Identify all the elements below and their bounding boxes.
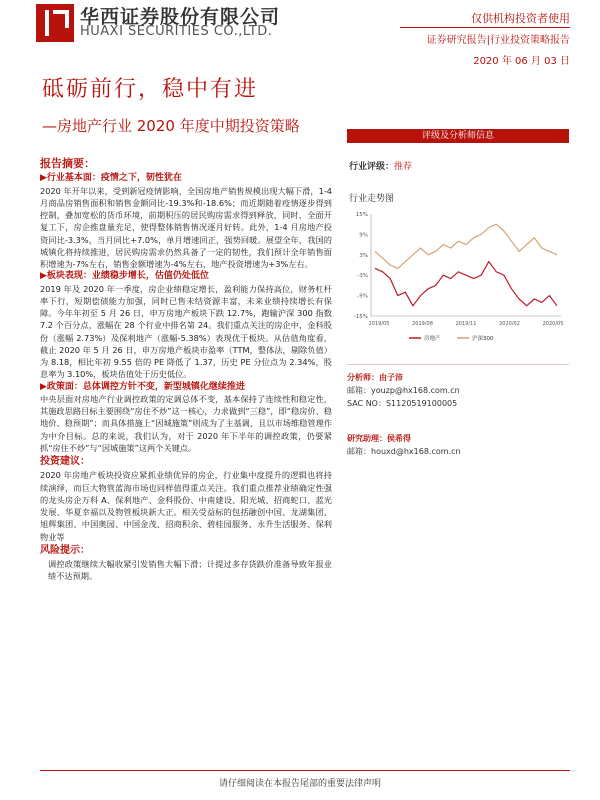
abstract-column bbox=[40, 158, 332, 583]
x-tick-label: 2019/05 bbox=[368, 321, 390, 327]
rating-value: 推荐 bbox=[394, 162, 413, 172]
investment-text: 2020 年房地产板块投资应紧抓业绩优异的房企，行业集中度提升的逻辑也将持续演绎，而巨大物管蓝海市场也同样值得重点关注。我们重点推荐业绩确定性强的龙头房企万科 A、保利地产、金科股份、中南建设、阳光城、招商蛇口、蓝光发展、华夏幸福以及物管板块新大正。相关受益标的包括融创中国、龙湖集团、旭辉集团、中国奥园、中国金茂、招商积余、碧桂园服务、永升生活服务、保利物业等 bbox=[40, 470, 332, 542]
analyst-1 bbox=[347, 371, 569, 384]
series-line bbox=[375, 262, 557, 306]
x-tick-label: 2020/02 bbox=[499, 321, 520, 327]
panel-title: 评级及分析师信息 bbox=[347, 129, 569, 143]
y-tick-label: -15% bbox=[353, 314, 368, 320]
report-subtitle: —房地产行业 2020 年度中期投资策略 bbox=[42, 117, 300, 135]
report-title: 砥砺前行，稳中有进 bbox=[42, 77, 259, 102]
trend-chart-svg bbox=[347, 210, 569, 350]
header-divider bbox=[400, 27, 570, 28]
legal-notice-footer: 请仔细阅读在本报告尾部的重要法律声明 bbox=[218, 779, 381, 789]
risk-heading: 风险提示： bbox=[40, 544, 90, 556]
info-sidebar bbox=[347, 129, 569, 458]
analyst-name: 由子沛 bbox=[379, 373, 403, 382]
y-tick-label: 9% bbox=[359, 232, 368, 239]
trend-chart bbox=[347, 210, 569, 354]
legend-label: 房地产 bbox=[424, 336, 441, 342]
company-name-cn: 华西证券股份有限公司 bbox=[80, 6, 281, 28]
analyst-email[interactable]: 邮箱：youzp@hx168.com.cn bbox=[347, 386, 460, 395]
investment-heading: 投资建议： bbox=[40, 456, 90, 467]
report-type: 证券研究报告|行业投资策略报告 bbox=[426, 35, 570, 46]
assistant-email[interactable]: 邮箱：houxd@hx168.com.cn bbox=[347, 447, 461, 456]
section-text-performance: 2019 年及 2020 年一季度，房企业绩稳定增长，盈利能力保持高位，财务杠杆率下行，短期偿债能力加强，同时已售未结资源丰富，未来业绩持续增长有保障。今年年初至 5 月 26 日，申万房地产板块下跌 12.7%，跑输沪深 300 指数 7.2 个百分点，涨幅在 28 个行业中排名第 24。我们重点关注的房企中，金科股份（涨幅 2.73%）及保利地产（涨幅-5.38%）表现优于板块。从估值角度看，截止 2020 年 5 月 26 日，申万房地产板块市盈率（TTM，整体法，剔除负值）为 8.18，相比年初 9.55 倍的 PE 降低了 1.37，历史 PE 分位点为 2.34%，股息率为 3.10%，板块估值处于历史低位。 bbox=[40, 283, 332, 380]
industry-rating bbox=[347, 159, 569, 172]
legend-label: 沪深300 bbox=[472, 336, 494, 342]
risk-text: 调控政策继续大幅收紧引发销售大幅下滑；计提过多存货跌价准备导致年报业绩不达预期。 bbox=[48, 559, 332, 582]
section-heading-performance: ▶板块表现：业绩稳步增长，估值仍处低位 bbox=[40, 271, 209, 282]
y-tick-label: 15% bbox=[355, 212, 368, 218]
abstract-label: 报告摘要： bbox=[40, 157, 95, 170]
x-tick-label: 2019/11 bbox=[455, 321, 477, 327]
section-heading-policy: ▶政策面：总体调控方针不变，新型城镇化继续推进 bbox=[40, 381, 245, 392]
assistant-1 bbox=[347, 432, 569, 445]
analyst-info bbox=[347, 364, 569, 458]
y-tick-label: 3% bbox=[359, 252, 368, 259]
assistant-name: 侯希得 bbox=[387, 434, 411, 443]
section-text-fundamentals: 2020 年开年以来，受到新冠疫情影响，全国房地产销售规模出现大幅下滑，1-4 月商品房销售面积和销售金额同比-19.3%和-18.6%；而近期随着疫情逐步得到控制，叠加宽松的货币环境，前期积压的居民购房需求得到释放，同时，全面开复工下，房企推盘量充足，使得整体销售情况逐月好转。此外，1-4 月房地产投资同比-3.3%，当月同比+7.0%，单月增速回正，强势回暖。展望全年，我国的城镇化将持续推进，居民购房需求仍然具备了一定的韧性，我们预计全年销售面积增速为-7%左右，销售金额增速为-4%左右，地产投资增速为+3%左右。 bbox=[40, 185, 332, 269]
section-heading-fundamentals: ▶行业基本面：疫情之下，韧性犹在 bbox=[40, 173, 182, 184]
y-tick-label: -3% bbox=[357, 273, 368, 280]
analyst-sac: SAC NO：S1120519100005 bbox=[347, 399, 458, 408]
section-text-policy: 中央层面对房地产行业调控政策的定调总体不变，基本保持了连续性和稳定性，其施政思路目标主要围绕“房住不炒”这一核心，力求做到“三稳”，即“稳房价、稳地价、稳预期”；而具体措施上“因城施策”则成为了主基调，且以市场维稳管理作为中介目标。总的来说，我们认为，对于 2020 年下半年的调控政策，仍要紧抓“房住不炒”与“因城施策”这两个关键点。 bbox=[40, 393, 332, 453]
assistant-role: 研究助理： bbox=[347, 434, 387, 443]
series-line bbox=[375, 224, 557, 268]
x-tick-label: 2020/05 bbox=[542, 321, 564, 327]
company-logo-icon bbox=[36, 4, 74, 42]
report-date: 2020 年 06 月 03 日 bbox=[473, 56, 570, 67]
rating-label: 行业评级： bbox=[349, 162, 395, 172]
footer-divider bbox=[40, 770, 570, 771]
analyst-role: 分析师： bbox=[347, 373, 379, 382]
audience-note: 仅供机构投资者使用 bbox=[471, 12, 570, 25]
y-tick-label: -9% bbox=[357, 293, 368, 300]
x-tick-label: 2019/08 bbox=[412, 321, 433, 327]
company-name-en: HUAXI SECURITIES CO.,LTD. bbox=[80, 24, 273, 39]
trend-chart-title: 行业走势图 bbox=[349, 194, 395, 204]
